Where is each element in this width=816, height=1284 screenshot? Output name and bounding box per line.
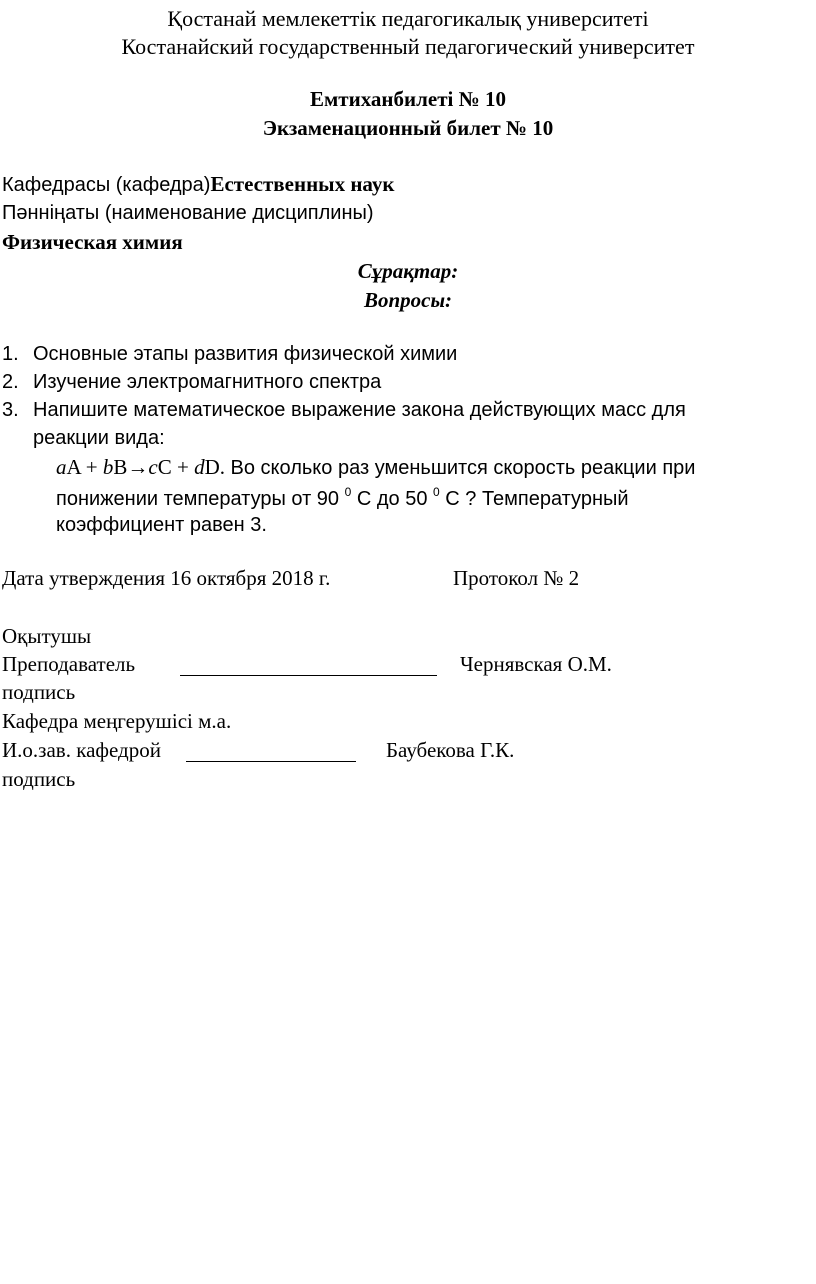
head-label-ru: И.о.зав. кафедрой <box>2 738 161 762</box>
protocol-number: Протокол № 2 <box>453 566 580 590</box>
question-text: Основные этапы развития физической химии <box>33 343 458 365</box>
coef-c: c <box>148 455 158 479</box>
reaction-line-2 <box>56 486 629 509</box>
discipline-label: Пәнніңаты (наименование дисциплины) <box>2 202 374 224</box>
department-line <box>2 174 394 195</box>
question-number: 3. <box>2 399 19 421</box>
reaction-line-3: коэффициент равен 3. <box>56 514 267 536</box>
ticket-title-ru: Экзаменационный билет № 10 <box>262 116 554 140</box>
species-d: D. <box>204 455 225 479</box>
discipline-value: Физическая химия <box>2 230 183 254</box>
reaction-question: Во сколько раз уменьшится скорость реакции при <box>224 457 696 479</box>
department-label: Кафедрасы (кафедра) <box>2 174 211 196</box>
department-value: Естественных наук <box>210 172 395 196</box>
question-text: Изучение электромагнитного спектра <box>33 371 382 393</box>
signature-caption: подпись <box>2 680 76 704</box>
head-name: Баубекова Г.К. <box>386 738 515 762</box>
signature-caption: подпись <box>2 767 76 791</box>
questions-heading-ru: Вопросы: <box>363 288 453 312</box>
approval-date: Дата утверждения 16 октября 2018 г. <box>2 566 331 590</box>
temp-text-mid: C до 50 <box>351 488 434 510</box>
head-signature-line <box>186 742 356 762</box>
question-item <box>2 372 381 392</box>
questions-heading-kz: Сұрақтар: <box>357 259 459 283</box>
university-name-ru: Костанайский государственный педагогический университет <box>121 34 695 59</box>
coef-d: d <box>194 455 205 479</box>
species-c: C + <box>157 455 195 479</box>
teacher-signature-line <box>180 656 437 676</box>
question-text: Напишите математическое выражение закона действующих масс для <box>33 399 686 421</box>
degree-sup: 0 <box>344 485 352 499</box>
coef-b: b <box>102 455 114 479</box>
question-number: 1. <box>2 343 19 365</box>
teacher-label-ru: Преподаватель <box>2 652 136 676</box>
ticket-title-kz: Емтиханбилеті № 10 <box>309 87 506 111</box>
species-b: B <box>113 455 128 479</box>
degree-sup: 0 <box>433 485 440 499</box>
university-name-kz: Қостанай мемлекеттік педагогикалық университеті <box>167 6 649 31</box>
question-continuation: реакции вида: <box>33 427 165 449</box>
question-item <box>2 400 686 420</box>
reaction-line <box>56 457 695 478</box>
teacher-name: Чернявская О.М. <box>460 652 612 676</box>
question-item <box>2 344 457 364</box>
temp-text-start: понижении температуры от 90 <box>56 488 345 510</box>
coef-a: a <box>56 455 67 479</box>
question-number: 2. <box>2 371 19 393</box>
species-a: A + <box>66 455 103 479</box>
temp-text-end: C ? Температурный <box>439 488 629 510</box>
head-label-kz: Кафедра меңгерушісі м.а. <box>2 709 232 733</box>
teacher-label-kz: Оқытушы <box>2 624 92 648</box>
arrow-icon: → <box>127 455 149 479</box>
